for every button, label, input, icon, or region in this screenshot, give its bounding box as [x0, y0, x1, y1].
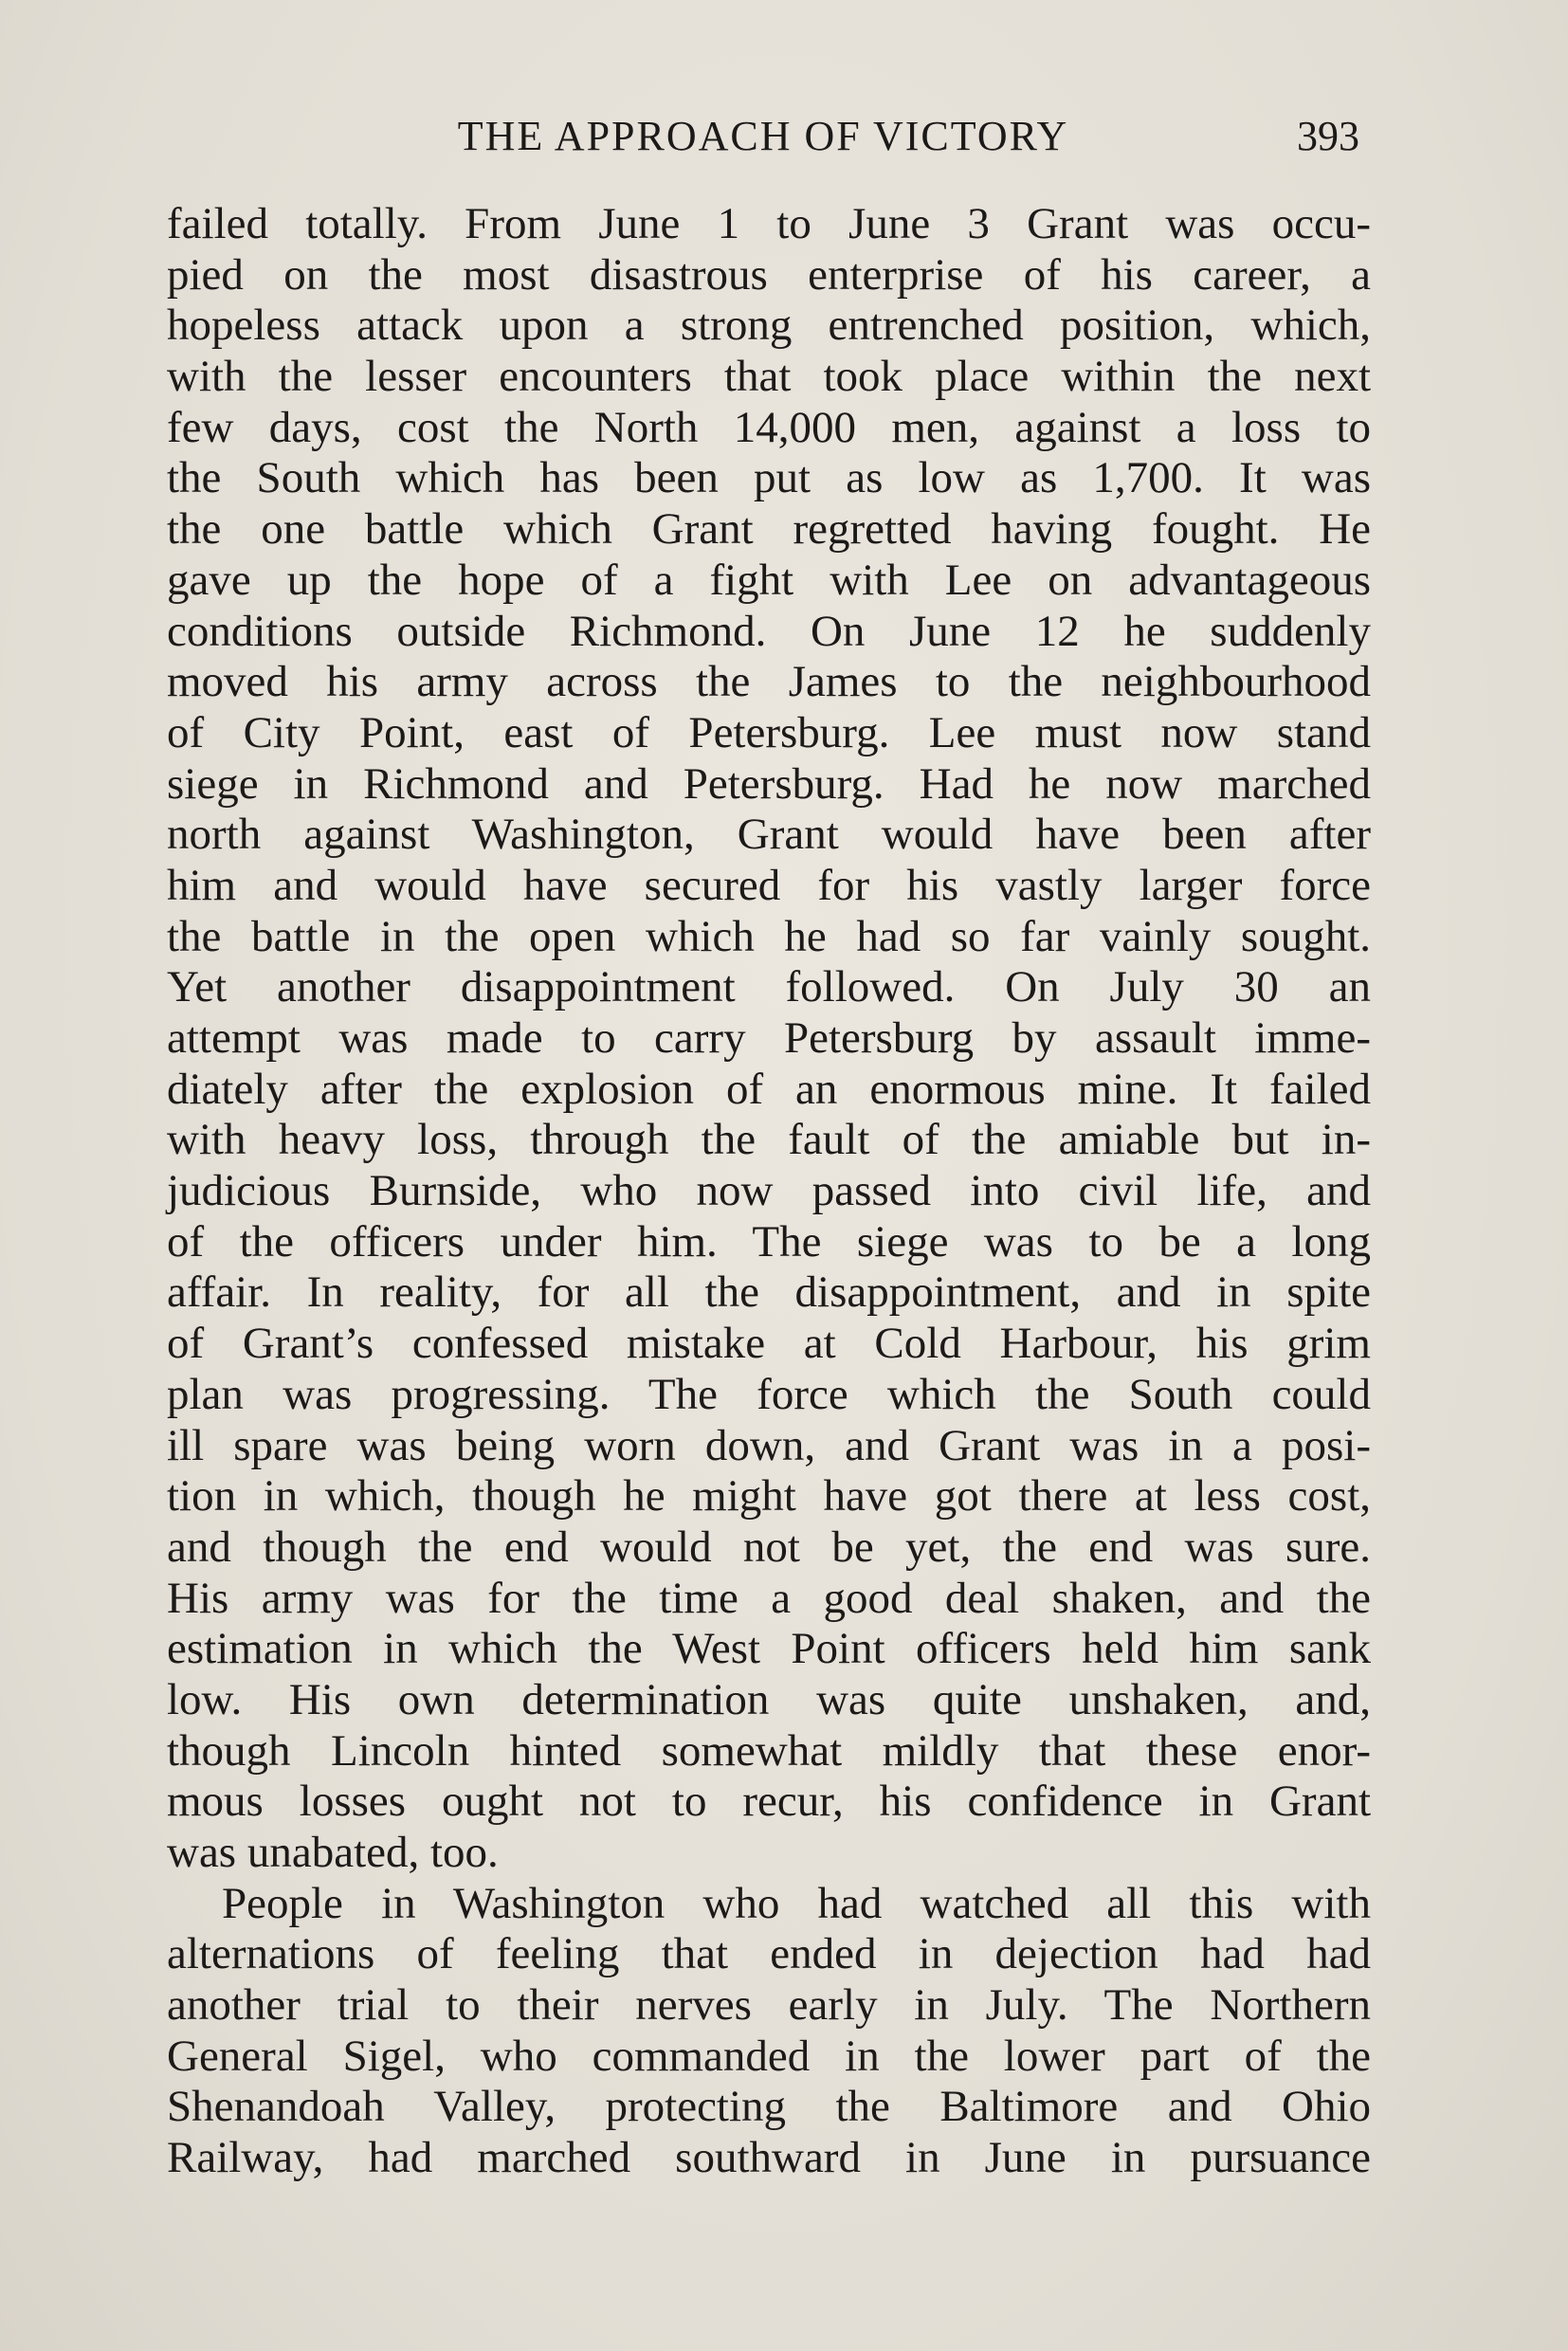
- text-line: another trial to their nerves early in July. The Northern: [167, 1980, 1371, 2031]
- text-line: him and would have secured for his vastly larger force: [167, 860, 1371, 910]
- text-line: affair. In reality, for all the disappointment, and in spite: [167, 1267, 1371, 1318]
- text-line: tion in which, though he might have got there at less cost,: [167, 1471, 1371, 1522]
- text-line: estimation in which the West Point officers held him sank: [167, 1624, 1371, 1674]
- text-line: General Sigel, who commanded in the lower part of the: [167, 2031, 1371, 2081]
- page-number: 393: [1297, 113, 1359, 159]
- text-line: north against Washington, Grant would have been after: [167, 810, 1371, 860]
- text-line: pied on the most disastrous enterprise of his career, a: [167, 249, 1371, 300]
- text-line: Railway, had marched southward in June in pursuance: [167, 2133, 1371, 2183]
- text-line: failed totally. From June 1 to June 3 Grant was occu-: [167, 199, 1371, 248]
- text-line: and though the end would not be yet, the end was sure.: [167, 1522, 1371, 1572]
- text-line: diately after the explosion of an enormous mine. It failed: [167, 1064, 1371, 1114]
- text-line: of City Point, east of Petersburg. Lee must now stand: [167, 707, 1371, 757]
- text-line: though Lincoln hinted somewhat mildly that these enor-: [167, 1725, 1371, 1776]
- text-line: of the officers under him. The siege was to be a long: [167, 1216, 1371, 1267]
- text-line: ill spare was being worn down, and Grant was in a posi-: [167, 1420, 1371, 1470]
- paragraph-start-line: People in Washington who had watched all this with: [222, 1878, 1371, 1928]
- text-line: conditions outside Richmond. On June 12 he suddenly: [167, 606, 1371, 656]
- text-line: Shenandoah Valley, protecting the Baltimore and Ohio: [167, 2082, 1371, 2132]
- text-line: with heavy loss, through the fault of the amiable but in-: [167, 1115, 1371, 1165]
- text-line: Yet another disappointment followed. On July 30 an: [167, 962, 1371, 1012]
- text-line: siege in Richmond and Petersburg. Had he now marched: [167, 758, 1371, 809]
- text-line: the one battle which Grant regretted having fought. He: [167, 504, 1371, 555]
- running-head: [167, 112, 1359, 169]
- text-line: gave up the hope of a fight with Lee on advantageous: [167, 555, 1371, 605]
- text-line: of Grant’s confessed mistake at Cold Harbour, his grim: [167, 1319, 1371, 1369]
- text-line: with the lesser encounters that took place within the next: [167, 352, 1371, 402]
- text-line: His army was for the time a good deal shaken, and the: [167, 1573, 1371, 1623]
- text-line: mous losses ought not to recur, his confidence in Grant: [167, 1777, 1371, 1827]
- text-line: attempt was made to carry Petersburg by assault imme-: [167, 1013, 1371, 1063]
- text-line: plan was progressing. The force which the South could: [167, 1369, 1371, 1419]
- text-line: judicious Burnside, who now passed into civil life, and: [167, 1166, 1371, 1216]
- text-line: low. His own determination was quite unshaken, and,: [167, 1674, 1371, 1724]
- body-text: [167, 199, 1371, 2184]
- text-line: few days, cost the North 14,000 men, against a loss to: [167, 402, 1371, 452]
- running-title: THE APPROACH OF VICTORY: [457, 113, 1069, 159]
- text-line: the battle in the open which he had so far vainly sought.: [167, 911, 1371, 961]
- text-line: hopeless attack upon a strong entrenched position, which,: [167, 301, 1371, 351]
- paragraph-end-line: was unabated, too.: [167, 1828, 499, 1877]
- text-line: moved his army across the James to the neighbourhood: [167, 657, 1371, 707]
- text-line: the South which has been put as low as 1,700. It was: [167, 453, 1371, 503]
- text-line: alternations of feeling that ended in dejection had had: [167, 1929, 1371, 1979]
